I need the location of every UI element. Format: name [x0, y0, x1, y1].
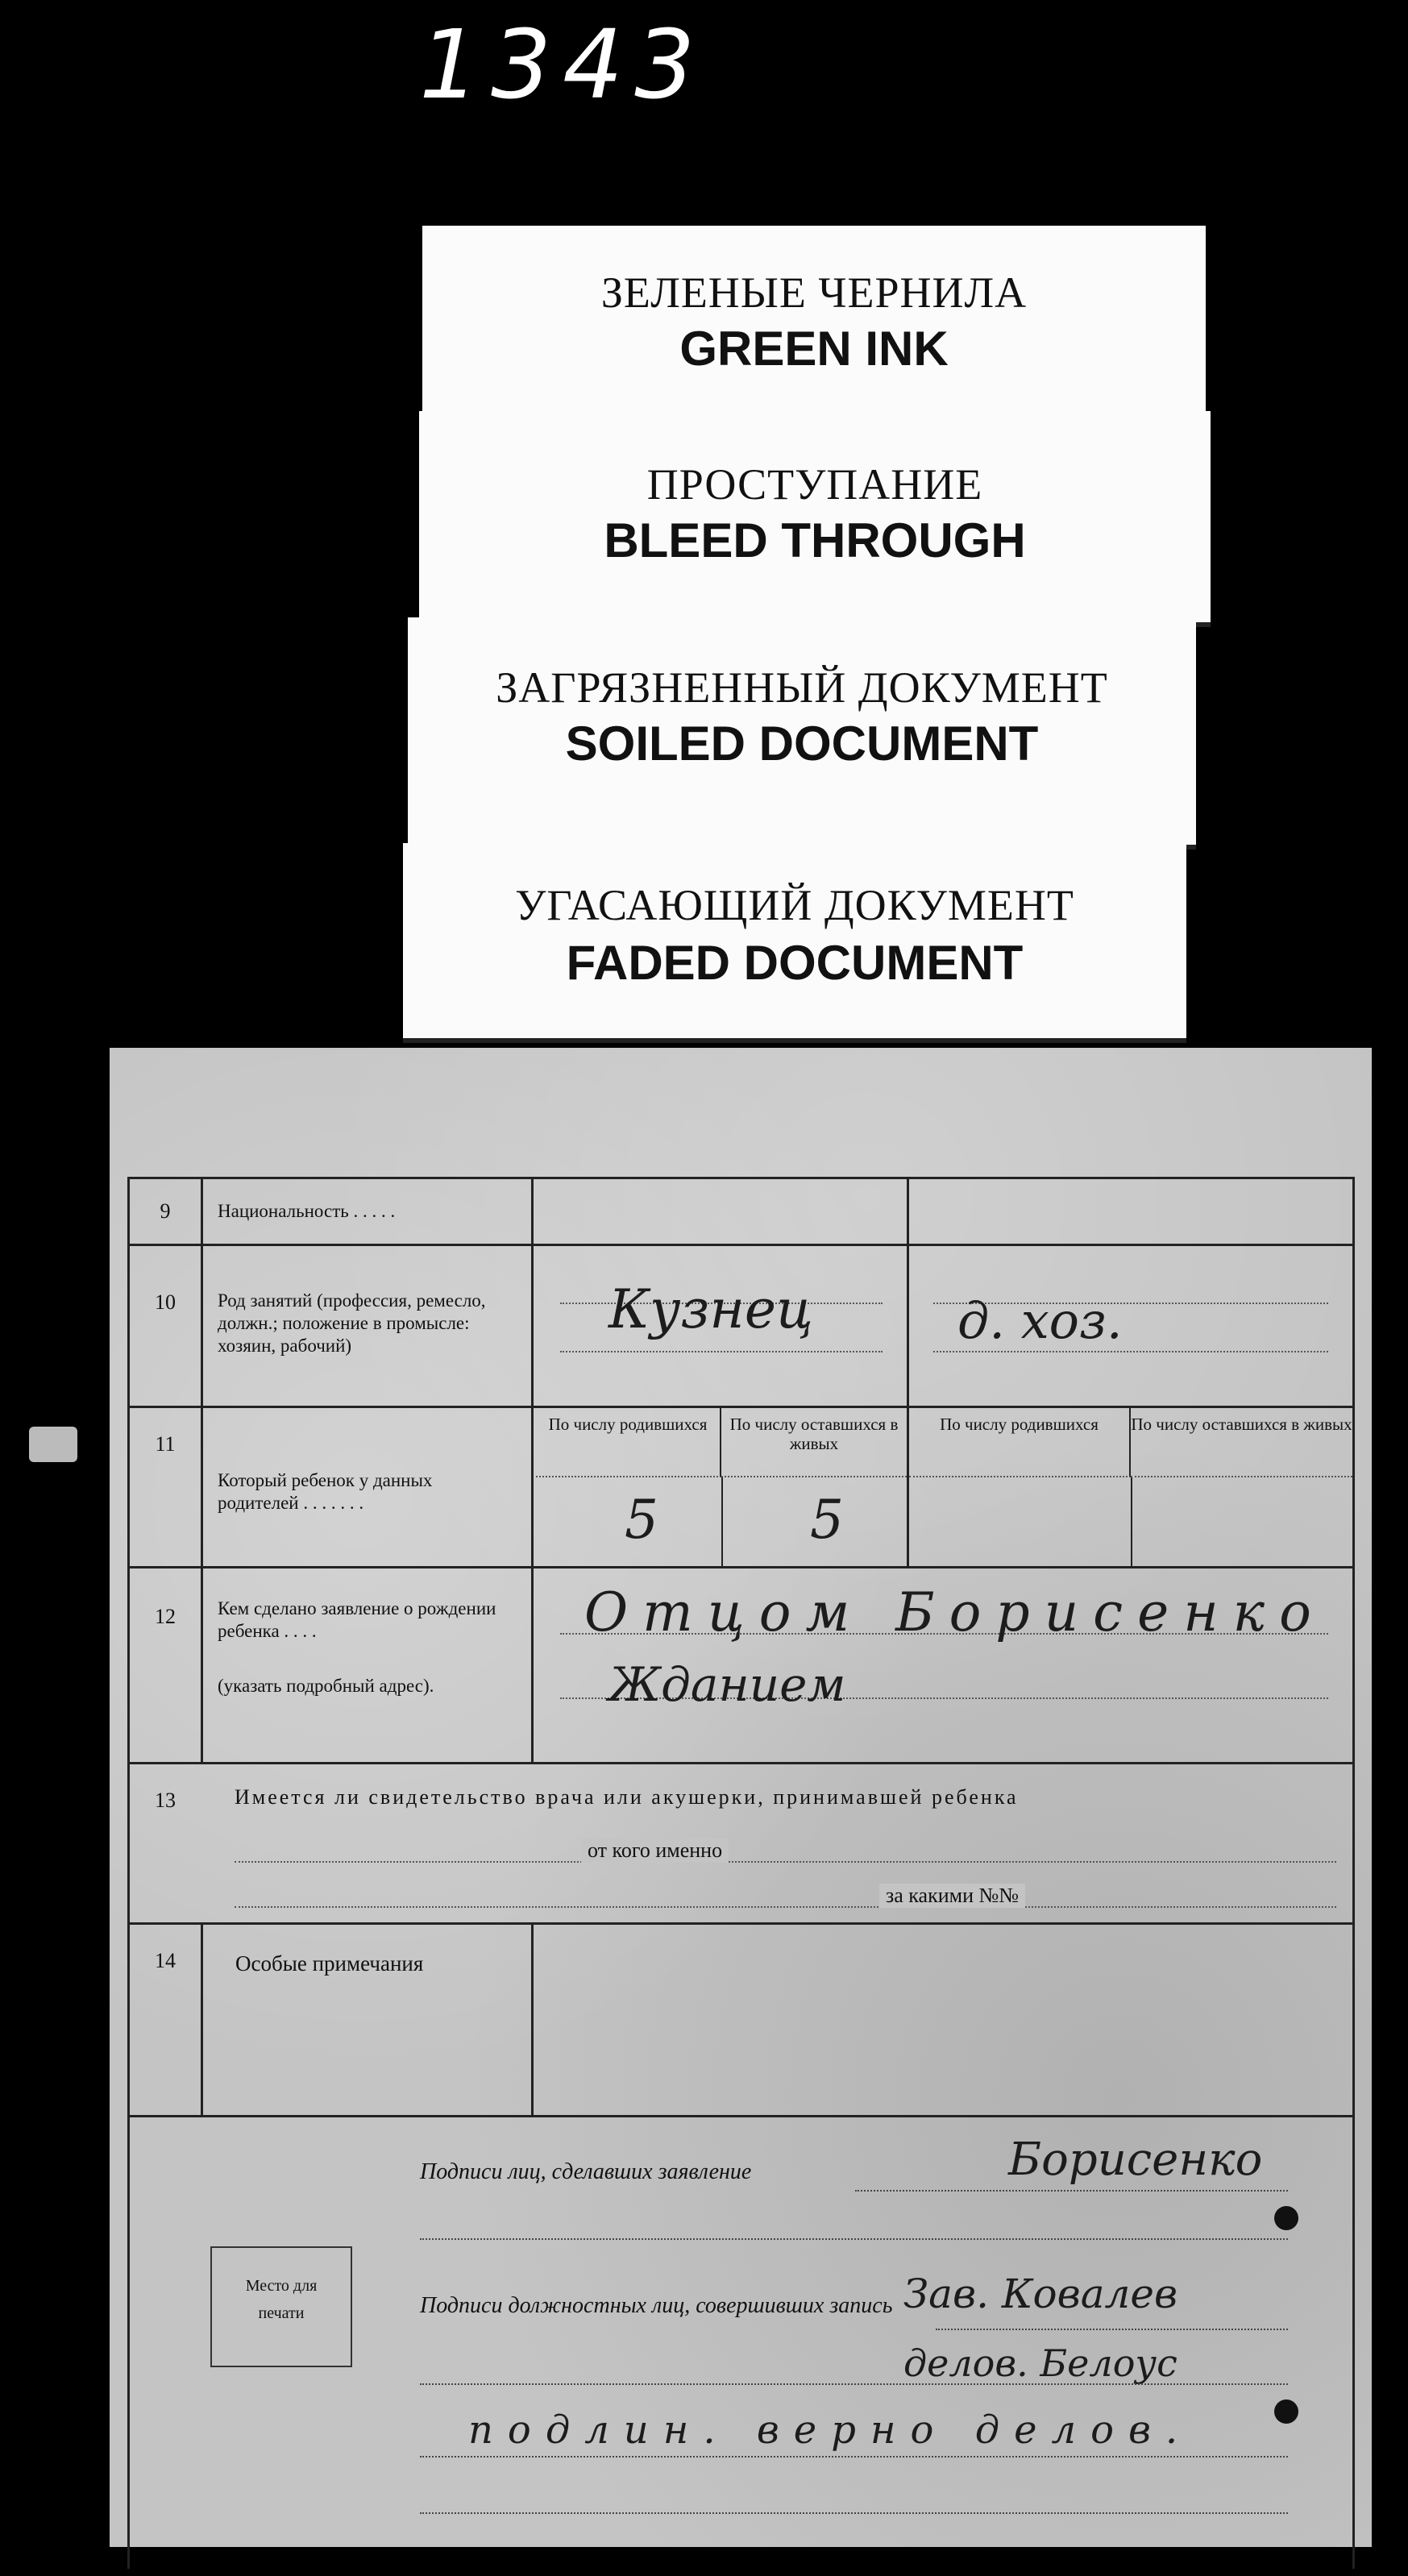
from-whom-label: от кого именно: [581, 1839, 729, 1863]
signature-block: [130, 2117, 1355, 2569]
label-en-text: FADED DOCUMENT: [566, 936, 1024, 990]
frame-number: 1343: [419, 9, 707, 120]
label-ru-text: ЗАГРЯЗНЕННЫЙ ДОКУМЕНТ: [496, 663, 1108, 712]
born-count-value: 5: [625, 1489, 658, 1551]
father-column: [536, 1179, 909, 1244]
row-number: 12: [130, 1568, 203, 1762]
ink-blot: [1274, 2399, 1298, 2424]
row-number: 10: [130, 1246, 203, 1406]
stamp-label-1: Место для: [245, 2277, 318, 2295]
declarant-field: [536, 1568, 1352, 1762]
officials-signature-label: Подписи должностных лиц, совершивших запись: [420, 2293, 893, 2318]
stamp-label-2: печати: [258, 2304, 305, 2322]
declarants-signature: Борисенко: [1008, 2134, 1263, 2186]
father-column: [536, 1408, 909, 1566]
label-ru-text: УГАСАЮЩИЙ ДОКУМЕНТ: [515, 881, 1074, 929]
born-count-header: По числу родившихся: [909, 1408, 1131, 1477]
form-row-12: [130, 1568, 1355, 1764]
form-row-9: [130, 1179, 1355, 1246]
ink-blot: [1274, 2206, 1298, 2230]
mother-column: [909, 1179, 1352, 1244]
alive-count-value: 5: [810, 1489, 844, 1551]
row-label: Особые примечания: [203, 1925, 534, 2115]
declarant-handwriting-1: Отцом Борисенко: [584, 1581, 1326, 1643]
notes-field: [536, 1925, 1352, 2115]
official-signature-3: подлин. верно делов.: [468, 2408, 1193, 2453]
mother-column: [909, 1408, 1352, 1566]
mother-occupation-handwriting: д. хоз.: [957, 1291, 1123, 1350]
faded-document-label: [403, 843, 1186, 1038]
form-row-11: [130, 1408, 1355, 1568]
alive-count-header: По числу оставшихся в живых: [721, 1408, 907, 1477]
paper-tab: [29, 1427, 77, 1462]
label-en-text: GREEN INK: [679, 322, 949, 376]
row-number: 14: [130, 1925, 203, 2115]
official-signature-2: делов. Белоус: [903, 2341, 1177, 2385]
alive-count-header: По числу оставшихся в живых: [1131, 1408, 1352, 1477]
green-ink-label: [422, 226, 1206, 426]
bleed-through-label: [419, 411, 1211, 622]
address-note: (указать подробный адрес).: [218, 1676, 434, 1696]
certificate-question: Имеется ли свидетельство врача или акушерки, принимавшей ребенка: [235, 1785, 1019, 1809]
label-en-text: BLEED THROUGH: [604, 513, 1026, 567]
declarants-signature-label: Подписи лиц, сделавших заявление: [420, 2159, 752, 2184]
row-number: 11: [130, 1408, 203, 1566]
declarant-handwriting-2: Жданием: [608, 1657, 846, 1712]
row-number: 13: [155, 1789, 176, 1812]
stamp-place: [210, 2246, 352, 2367]
row-number: 9: [130, 1179, 203, 1244]
father-column: [536, 1246, 909, 1406]
official-signature-1: Зав. Ковалев: [903, 2271, 1178, 2317]
numbers-label: за какими №№: [879, 1884, 1025, 1908]
label-ru-text: ПРОСТУПАНИЕ: [646, 460, 983, 509]
form-row-14: [130, 1925, 1355, 2117]
declarant-label: Кем сделано заявление о рождении ребенка . . . .: [218, 1598, 496, 1641]
row-label: [203, 1568, 534, 1762]
archival-document: [110, 1048, 1372, 2547]
row-label: Национальность . . . . .: [203, 1179, 534, 1244]
father-occupation-handwriting: Кузнец: [608, 1278, 813, 1340]
label-ru-text: ЗЕЛЕНЫЕ ЧЕРНИЛА: [600, 268, 1028, 317]
soiled-document-label: [408, 617, 1196, 845]
form-row-10: [130, 1246, 1355, 1408]
born-count-header: По числу родившихся: [536, 1408, 721, 1477]
registration-form: [127, 1177, 1355, 2569]
mother-column: [909, 1246, 1352, 1406]
row-label: Который ребенок у данных родителей . . . . . . .: [203, 1408, 534, 1566]
label-en-text: SOILED DOCUMENT: [565, 717, 1039, 771]
row-label: Род занятий (профессия, ремесло, должн.; положение в промысле: хозяин, рабочий): [203, 1246, 534, 1406]
form-row-13: [130, 1764, 1355, 1925]
